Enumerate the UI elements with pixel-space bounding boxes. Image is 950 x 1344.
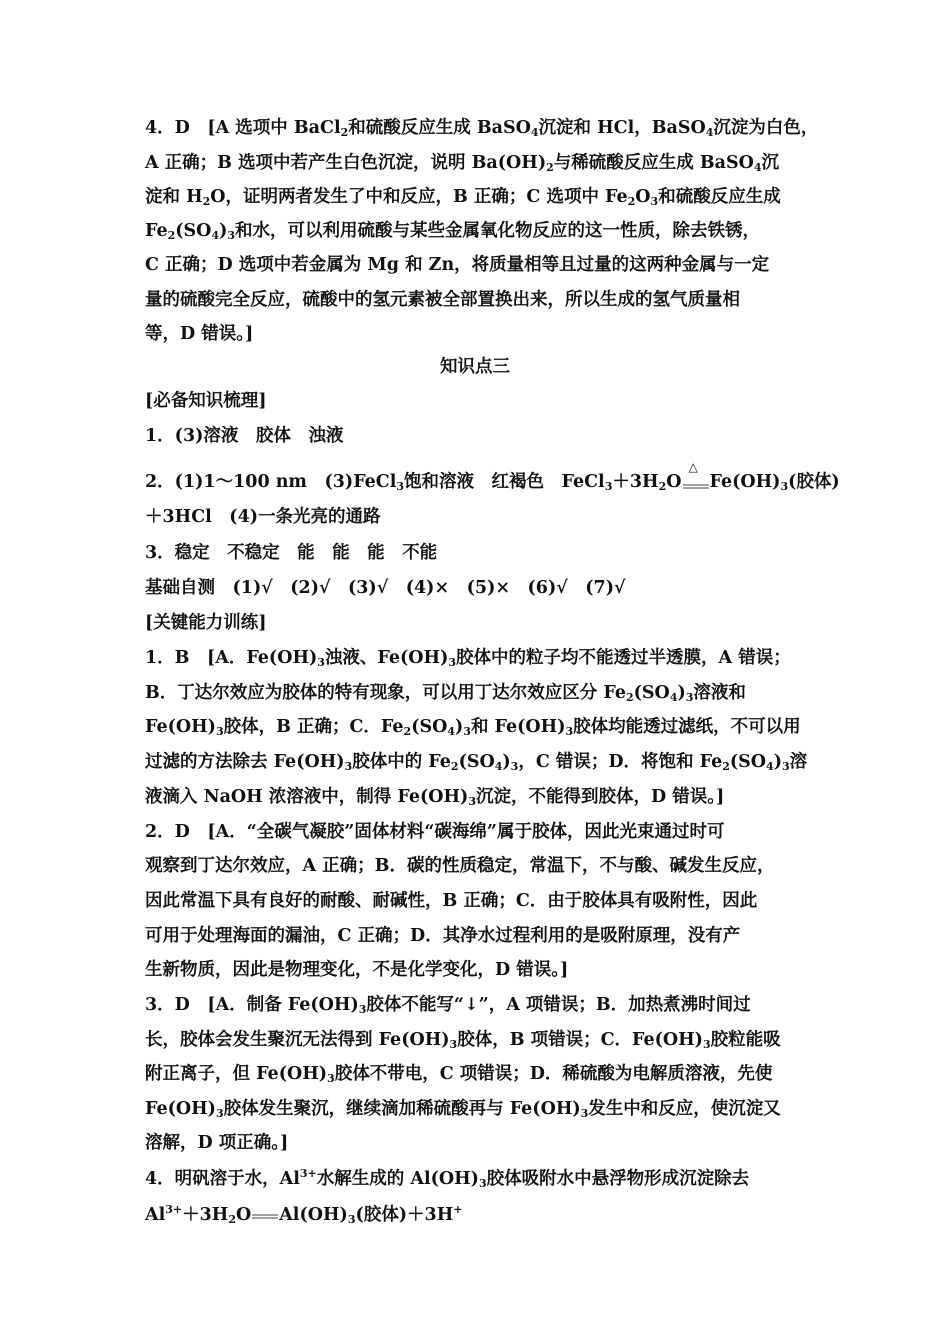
a1-line-4: 过滤的方法除去 $Fe(OH)_3$胶体中的 $Fe_2(SO_4)_3$，C 错误；D．将饱和 $Fe_2(SO_4)_3$溶 — [145, 752, 808, 773]
q4-line-6: 量的硫酸完全反应，硫酸中的氢元素被全部置换出来，所以生成的氢气质量相 — [145, 290, 740, 310]
knowledge-1: 1．(3)溶液 胶体 浊液 — [145, 426, 344, 446]
equilibrium-arrow-icon — [251, 1209, 279, 1223]
heading-knowledge: [必备知识梳理] — [145, 391, 267, 411]
a3-line-3: 附正离子，但 $Fe(OH)_3$胶体不带电，C 项错误；D．稀硫酸为电解质溶液，先使 — [145, 1064, 773, 1085]
knowledge-2: 2．(1)1～100 nm (3)FeCl$_3$饱和溶液 红褐色 $FeCl_3+3H_2O$ △ $Fe(OH)_3$(胶体) — [145, 459, 840, 493]
a2-line-4: 可用于处理海面的漏油，C 正确；D．其净水过程利用的是吸附原理，没有产 — [145, 926, 741, 946]
q4-line-2: A 正确；B 选项中若产生白色沉淀，说明 $Ba(OH)_2$与稀硫酸反应生成 BaSO$_4$沉 — [145, 153, 780, 174]
a4-line-1: 4．明矾溶于水，$Al^{3+}$水解生成的 $Al(OH)_3$胶体吸附水中悬浮物形成沉淀除去 — [145, 1167, 750, 1190]
basic-test: 基础自测 (1)√ (2)√ (3)√ (4)× (5)× (6)√ (7)√ — [145, 578, 626, 598]
a2-line-1: 2．D [A．“全碳气凝胶”固体材料“碳海绵”属于胶体，因此光束通过时可 — [145, 822, 725, 842]
a1-line-5: 液滴入 NaOH 浓溶液中，制得 $Fe(OH)_3$沉淀，不能得到胶体，D 错误。] — [145, 787, 725, 808]
a3-line-4: $Fe(OH)_3$胶体发生聚沉，继续滴加稀硫酸再与 $Fe(OH)_3$发生中和反应，使沉淀又 — [145, 1099, 781, 1120]
a3-line-5: 溶解，D 项正确。] — [145, 1133, 289, 1153]
a1-line-3: $Fe(OH)_3$胶体，B 正确；C．$Fe_2(SO_4)_3$和 $Fe(OH)_3$胶体均能透过滤纸，不可以用 — [145, 717, 801, 738]
a3-line-2: 长，胶体会发生聚沉无法得到 $Fe(OH)_3$胶体，B 项错误；C．$Fe(OH)_3$胶粒能吸 — [145, 1030, 781, 1051]
knowledge-2-cont: ＋3HCl (4)一条光亮的通路 — [145, 507, 381, 527]
section-title: 知识点三 — [440, 357, 510, 377]
a1-line-2: B．丁达尔效应为胶体的特有现象，可以用丁达尔效应区分 $Fe_2(SO_4)_3$溶液和 — [145, 683, 746, 704]
a4-line-2: $Al^{3+}+3H_2O$ $Al(OH)_3$(胶体)＋3H+ — [145, 1203, 463, 1226]
heading-ability: [关键能力训练] — [145, 613, 267, 633]
heating-condition: △ — [688, 459, 698, 474]
a2-line-2: 观察到丁达尔效应，A 正确；B．碳的性质稳定，常温下，不与酸、碱发生反应， — [145, 856, 775, 876]
a2-line-3: 因此常温下具有良好的耐酸、耐碱性，B 正确；C．由于胶体具有吸附性，因此 — [145, 891, 758, 911]
a1-line-1: 1．B [A．$Fe(OH)_3$浊液、$Fe(OH)_3$胶体中的粒子均不能透过半透膜，A 错误； — [145, 648, 791, 669]
q4-line-5: C 正确；D 选项中若金属为 Mg 和 Zn，将质量相等且过量的这两种金属与一定 — [145, 255, 770, 275]
heating-equilibrium-arrow-icon — [682, 459, 710, 490]
a2-line-5: 生新物质，因此是物理变化，不是化学变化，D 错误。] — [145, 960, 569, 980]
q4-line-7: 等，D 错误。] — [145, 324, 254, 344]
q4-line-1: 4．D [A 选项中 BaCl$_2$和硫酸反应生成 BaSO$_4$沉淀和 HCl，BaSO$_4$沉淀为白色， — [145, 118, 819, 139]
knowledge-3: 3．稳定 不稳定 能 能 能 不能 — [145, 543, 438, 563]
q4-line-3: 淀和 $H_2O$，证明两者发生了中和反应，B 正确；C 选项中 $Fe_2O_3$和硫酸反应生成 — [145, 187, 781, 208]
q4-line-4: $Fe_2(SO_4)_3$和水，可以利用硫酸与某些金属氧化物反应的这一性质，除去铁锈， — [145, 221, 761, 242]
a3-line-1: 3．D [A．制备 $Fe(OH)_3$胶体不能写“↓”，A 项错误；B．加热煮沸时间过 — [145, 995, 751, 1016]
